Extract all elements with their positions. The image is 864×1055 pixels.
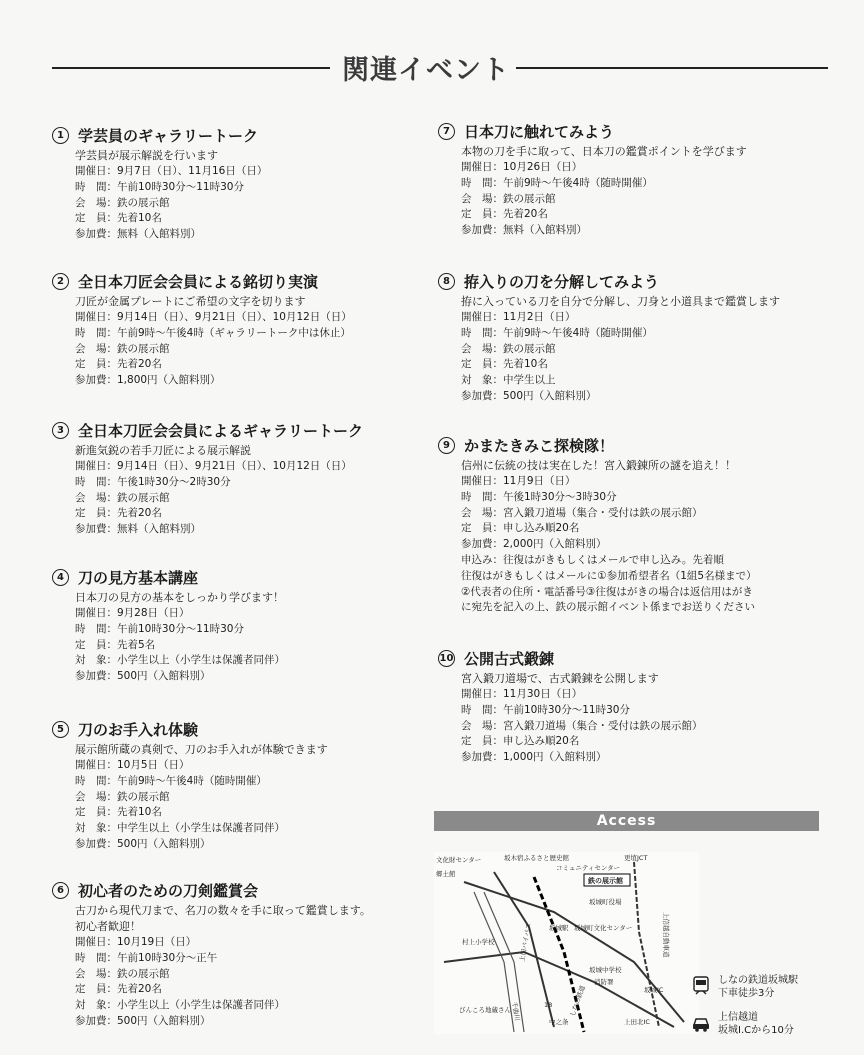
event-description: 信州に伝統の技は実在した！宮入鍛錬所の謎を追え！！: [461, 459, 736, 472]
event-detail-row: [75, 638, 285, 654]
detail-value: 11月2日（日）: [503, 311, 576, 323]
detail-label: 会 場：: [75, 491, 117, 504]
event-header: [52, 124, 267, 146]
detail-label: 定 員：: [75, 983, 117, 996]
detail-value: 先着10名: [503, 358, 548, 371]
event-detail-row: [75, 790, 328, 806]
event-detail-row: [461, 490, 757, 506]
event-detail-row: [75, 837, 328, 853]
detail-value: 小学生以上（小学生は保護者同伴）: [117, 999, 285, 1012]
detail-value: 午前10時30分〜11時30分: [503, 703, 630, 716]
detail-value: 9月7日（日）、11月16日（日）: [117, 165, 268, 177]
event-title: 全日本刀匠会会員によるギャラリートーク: [78, 421, 364, 440]
detail-value: 先着5名: [117, 638, 156, 651]
event-detail-row: [75, 774, 328, 790]
map-label-expressway: 上信越自動車道: [662, 912, 670, 958]
detail-value: 先着10名: [117, 212, 162, 225]
event-detail-row: [461, 719, 703, 735]
event-title: かまたきみこ探検隊！: [464, 436, 615, 455]
event-description: 刀匠が金属プレートにご希望の文字を切ります: [75, 295, 306, 308]
detail-value: 先着20名: [117, 358, 162, 371]
map-label-pinkoro: びんころ地蔵さん: [459, 1006, 511, 1014]
event-detail-row: [75, 982, 371, 998]
detail-label: 対 象：: [75, 654, 117, 667]
event-detail-row: [75, 342, 352, 358]
car-icon: [692, 1013, 710, 1033]
detail-value: 申し込み順20名: [503, 522, 580, 535]
detail-label: 参加費：: [75, 670, 117, 683]
event-detail-row: [461, 373, 780, 389]
event-detail-row: [75, 164, 267, 180]
detail-value: 申し込み順20名: [503, 735, 580, 748]
detail-label: 時 間：: [75, 180, 117, 193]
map-label-jhs: 坂城中学校: [589, 966, 622, 974]
event-detail-row: [75, 669, 285, 685]
event-header: [52, 879, 371, 901]
detail-label: 会 場：: [75, 967, 117, 980]
event-note: ②代表者の住所・電話番号③往復はがきの場合は返信用はがき: [461, 585, 753, 598]
event-detail-row: [75, 310, 352, 326]
detail-label: 時 間：: [461, 703, 503, 716]
event-detail-row: [75, 522, 363, 538]
event-detail-row: [461, 342, 780, 358]
event-header: [438, 270, 780, 292]
event-title: 拵入りの刀を分解してみよう: [464, 272, 660, 291]
detail-value: 10月5日（日）: [117, 759, 190, 771]
detail-label: 開催日：: [75, 759, 117, 771]
event-8: [438, 270, 780, 405]
detail-label: 定 員：: [461, 735, 503, 748]
event-detail-row: [75, 227, 267, 243]
event-description: 宮入鍛刀道場で、古式鍛錬を公開します: [461, 672, 659, 685]
detail-value: 1,800円（入館料別）: [117, 374, 221, 387]
detail-value: 先着20名: [117, 507, 162, 520]
detail-value: 午後1時30分〜3時30分: [503, 490, 617, 503]
event-detail-row: [461, 750, 703, 766]
event-detail-row: [461, 389, 780, 405]
event-detail-row: [75, 951, 371, 967]
detail-value: 中学生以上: [503, 374, 556, 387]
event-header: [438, 120, 747, 142]
detail-label: 開催日：: [75, 165, 117, 177]
map-label-murakami: 村上小学校: [462, 938, 495, 946]
event-3: [52, 419, 363, 538]
map-label-bypass: 上田バイパス: [518, 922, 533, 963]
map-label-museum: 鉄の展示館: [588, 877, 623, 885]
access-map: [434, 852, 699, 1034]
detail-label: 会 場：: [75, 196, 117, 209]
event-detail-row: [75, 196, 267, 212]
detail-value: 11月9日（日）: [503, 475, 576, 487]
page-title: 関連イベント: [342, 55, 510, 86]
detail-label: 定 員：: [75, 507, 117, 520]
event-detail-row: [461, 326, 780, 342]
event-title: 初心者のための刀剣鑑賞会: [78, 881, 259, 900]
event-description: 本物の刀を手に取って、日本刀の鑑賞ポイントを学びます: [461, 145, 747, 158]
event-detail-row: [461, 160, 747, 176]
event-10: [438, 647, 703, 766]
detail-value: 宮入鍛刀道場（集合・受付は鉄の展示館）: [503, 506, 703, 519]
detail-value: 鉄の展示館: [117, 790, 170, 803]
detail-value: 鉄の展示館: [117, 196, 170, 209]
detail-value: 午前9時〜午後4時（随時開催）: [503, 326, 653, 339]
detail-label: 対 象：: [75, 822, 117, 835]
map-label-sakaki-history: 坂木宿ふるさと歴史館: [504, 854, 569, 862]
event-number: 8: [438, 273, 455, 290]
detail-label: 会 場：: [461, 506, 503, 519]
event-detail-row: [75, 475, 363, 491]
event-header: [52, 419, 363, 441]
detail-label: 定 員：: [461, 522, 503, 535]
detail-label: 参加費：: [461, 224, 503, 237]
event-header: [52, 718, 328, 740]
access-heading: Access: [434, 811, 819, 831]
event-header: [52, 566, 285, 588]
detail-label: 定 員：: [75, 358, 117, 371]
event-detail-row: [461, 734, 703, 750]
event-detail-row: [75, 357, 352, 373]
event-detail-row: [75, 180, 267, 196]
detail-label: 参加費：: [75, 523, 117, 536]
event-title: 全日本刀匠会会員による銘切り実演: [78, 272, 319, 291]
detail-value: 鉄の展示館: [117, 342, 170, 355]
detail-label: 開催日：: [75, 936, 117, 948]
event-description: 拵に入っている刀を自分で分解し、刀身と小道具まで鑑賞します: [461, 295, 780, 308]
detail-label: 時 間：: [75, 774, 117, 787]
detail-value: 午後1時30分〜2時30分: [117, 475, 231, 488]
event-detail-row: [75, 1014, 371, 1030]
event-2: [52, 270, 352, 389]
legend-car-line1: 上信越道: [718, 1012, 758, 1023]
map-label-station: 坂城駅: [549, 924, 569, 932]
event-title: 公開古式鍛錬: [464, 649, 555, 668]
event-detail-row: [75, 606, 285, 622]
event-note: 申込み：往復はがきもしくはメールで申し込み。先着順: [461, 553, 724, 566]
map-label-rail: しなの鉄道: [568, 984, 587, 1018]
detail-value: 9月14日（日）、9月21日（日）、10月12日（日）: [117, 311, 352, 323]
detail-label: 開催日：: [461, 161, 503, 173]
event-detail-row: [461, 537, 757, 553]
legend-car-line2: 坂城I.Cから10分: [718, 1025, 794, 1036]
event-detail-row: [75, 506, 363, 522]
event-detail-row: [75, 935, 371, 951]
event-detail-row: [75, 998, 371, 1014]
detail-label: 時 間：: [461, 176, 503, 189]
map-label-town-office: 坂城町役場: [589, 898, 622, 906]
detail-value: 鉄の展示館: [503, 342, 556, 355]
event-description: 日本刀の見方の基本をしっかり学びます！: [75, 591, 284, 604]
event-header: [52, 270, 352, 292]
detail-value: 無料（入館料別）: [117, 228, 201, 241]
detail-label: 参加費：: [75, 374, 117, 387]
detail-value: 中学生以上（小学生は保護者同伴）: [117, 822, 285, 835]
event-number: 1: [52, 127, 69, 144]
page-header: [0, 44, 864, 84]
event-detail-row: [75, 491, 363, 507]
detail-value: 午前10時30分〜正午: [117, 951, 218, 964]
detail-value: 1,000円（入館料別）: [503, 751, 607, 764]
map-label-culture-center: 文化財センター: [436, 856, 482, 864]
event-detail-row: [461, 474, 757, 490]
map-label-fire: 消防署: [594, 978, 614, 986]
event-description: 学芸員が展示解説を行います: [75, 149, 218, 162]
event-number: 3: [52, 422, 69, 439]
legend-train-line1: しなの鉄道坂城駅: [718, 975, 798, 986]
event-description: 展示館所蔵の真剣で、刀のお手入れが体験できます: [75, 743, 328, 756]
event-detail-row: [75, 622, 285, 638]
detail-label: 時 間：: [75, 475, 117, 488]
event-detail-row: [461, 357, 780, 373]
detail-label: 開催日：: [75, 460, 117, 472]
detail-label: 会 場：: [461, 342, 503, 355]
detail-value: 宮入鍛刀道場（集合・受付は鉄の展示館）: [503, 719, 703, 732]
map-label-river: 千曲川: [510, 1000, 522, 1022]
event-detail-row: [75, 758, 328, 774]
detail-label: 対 象：: [75, 999, 117, 1012]
detail-label: 開催日：: [75, 607, 117, 619]
detail-value: 午前10時30分〜11時30分: [117, 622, 244, 635]
detail-label: 時 間：: [461, 326, 503, 339]
legend-train-line2: 下車徒歩3分: [718, 988, 775, 999]
event-detail-row: [461, 703, 703, 719]
event-detail-row: [75, 211, 267, 227]
event-note: 往復はがきもしくはメールに①参加希望者名（1組5名様まで）: [461, 569, 757, 582]
event-detail-row: [75, 373, 352, 389]
detail-value: 10月26日（日）: [503, 161, 583, 173]
map-label-culture: 坂城町文化センター: [574, 924, 633, 932]
detail-label: 開催日：: [461, 311, 503, 323]
event-detail-row: [75, 326, 352, 342]
event-detail-row: [461, 687, 703, 703]
detail-value: 2,000円（入館料別）: [503, 538, 607, 551]
event-detail-row: [461, 223, 747, 239]
detail-value: 500円（入館料別）: [117, 837, 211, 850]
detail-label: 参加費：: [75, 1014, 117, 1027]
detail-label: 開催日：: [75, 311, 117, 323]
event-detail-row: [75, 459, 363, 475]
event-header: [438, 647, 703, 669]
title-rule-right: [516, 67, 828, 69]
detail-value: 9月28日（日）: [117, 607, 190, 619]
event-number: 4: [52, 569, 69, 586]
detail-label: 定 員：: [75, 638, 117, 651]
detail-value: 鉄の展示館: [503, 192, 556, 205]
map-label-community: コミュニティセンター: [556, 864, 621, 872]
detail-value: 鉄の展示館: [117, 491, 170, 504]
event-detail-row: [461, 521, 757, 537]
title-rule-left: [52, 67, 330, 69]
detail-label: 定 員：: [75, 212, 117, 225]
event-title: 学芸員のギャラリートーク: [78, 126, 259, 145]
event-6: [52, 879, 371, 1030]
detail-label: 参加費：: [75, 837, 117, 850]
train-icon: [692, 976, 710, 996]
detail-value: 11月30日（日）: [503, 688, 583, 700]
event-1: [52, 124, 267, 243]
event-number: 5: [52, 721, 69, 738]
event-detail-row: [461, 192, 747, 208]
event-description: 初心者歓迎！: [75, 920, 141, 933]
detail-label: 開催日：: [461, 475, 503, 487]
detail-label: 時 間：: [75, 622, 117, 635]
detail-label: 定 員：: [461, 208, 503, 221]
event-detail-row: [461, 176, 747, 192]
event-number: 6: [52, 882, 69, 899]
detail-value: 午前9時〜午後4時（ギャラリートーク中は休止）: [117, 326, 351, 339]
detail-label: 対 象：: [461, 374, 503, 387]
event-detail-row: [75, 805, 328, 821]
event-header: [438, 434, 757, 456]
detail-value: 午前9時〜午後4時（随時開催）: [503, 176, 653, 189]
detail-value: 先着10名: [117, 806, 162, 819]
detail-value: 無料（入館料別）: [117, 523, 201, 536]
event-5: [52, 718, 328, 853]
event-title: 日本刀に触れてみよう: [464, 122, 615, 141]
detail-value: 小学生以上（小学生は保護者同伴）: [117, 654, 285, 667]
map-label-route18: 18: [544, 1001, 553, 1009]
map-label-jct: 更埴JCT: [624, 854, 648, 862]
detail-value: 先着20名: [503, 208, 548, 221]
detail-label: 定 員：: [75, 806, 117, 819]
map-label-ueda-north: 上田北IC: [624, 1018, 650, 1026]
detail-value: 午前10時30分〜11時30分: [117, 180, 244, 193]
detail-value: 午前9時〜午後4時（随時開催）: [117, 774, 267, 787]
event-detail-row: [461, 506, 757, 522]
event-description: 古刀から現代刀まで、名刀の数々を手に取って鑑賞します。: [75, 904, 371, 917]
event-detail-row: [75, 967, 371, 983]
detail-label: 会 場：: [461, 719, 503, 732]
detail-label: 参加費：: [461, 389, 503, 402]
event-number: 2: [52, 273, 69, 290]
event-note: に宛先を記入の上、鉄の展示館イベント係までお送りください: [461, 601, 755, 614]
detail-label: 定 員：: [461, 358, 503, 371]
detail-value: 鉄の展示館: [117, 967, 170, 980]
event-number: 10: [438, 650, 455, 667]
detail-label: 参加費：: [461, 751, 503, 764]
detail-value: 500円（入館料別）: [117, 670, 211, 683]
event-7: [438, 120, 747, 239]
detail-value: 9月14日（日）、9月21日（日）、10月12日（日）: [117, 460, 352, 472]
event-detail-row: [461, 310, 780, 326]
event-description: 新進気鋭の若手刀匠による展示解説: [75, 444, 251, 457]
event-detail-row: [461, 207, 747, 223]
event-4: [52, 566, 285, 685]
detail-label: 時 間：: [75, 951, 117, 964]
map-label-nakanojo: 中之条: [549, 1018, 569, 1026]
detail-label: 会 場：: [75, 342, 117, 355]
detail-label: 時 間：: [461, 490, 503, 503]
event-detail-row: [75, 653, 285, 669]
detail-label: 会 場：: [461, 192, 503, 205]
detail-value: 10月19日（日）: [117, 936, 197, 948]
map-label-kyoudo: 郷土館: [436, 870, 456, 878]
event-number: 7: [438, 123, 455, 140]
detail-label: 会 場：: [75, 790, 117, 803]
detail-label: 開催日：: [461, 688, 503, 700]
map-label-ic: 坂城IC: [644, 986, 664, 994]
event-9: [438, 434, 757, 616]
detail-label: 参加費：: [461, 538, 503, 551]
detail-value: 500円（入館料別）: [117, 1014, 211, 1027]
event-title: 刀のお手入れ体験: [78, 720, 199, 739]
event-number: 9: [438, 437, 455, 454]
detail-value: 無料（入館料別）: [503, 224, 587, 237]
detail-label: 時 間：: [75, 326, 117, 339]
detail-value: 先着20名: [117, 983, 162, 996]
event-title: 刀の見方基本講座: [78, 568, 199, 587]
event-detail-row: [75, 821, 328, 837]
detail-value: 500円（入館料別）: [503, 389, 597, 402]
detail-label: 参加費：: [75, 228, 117, 241]
